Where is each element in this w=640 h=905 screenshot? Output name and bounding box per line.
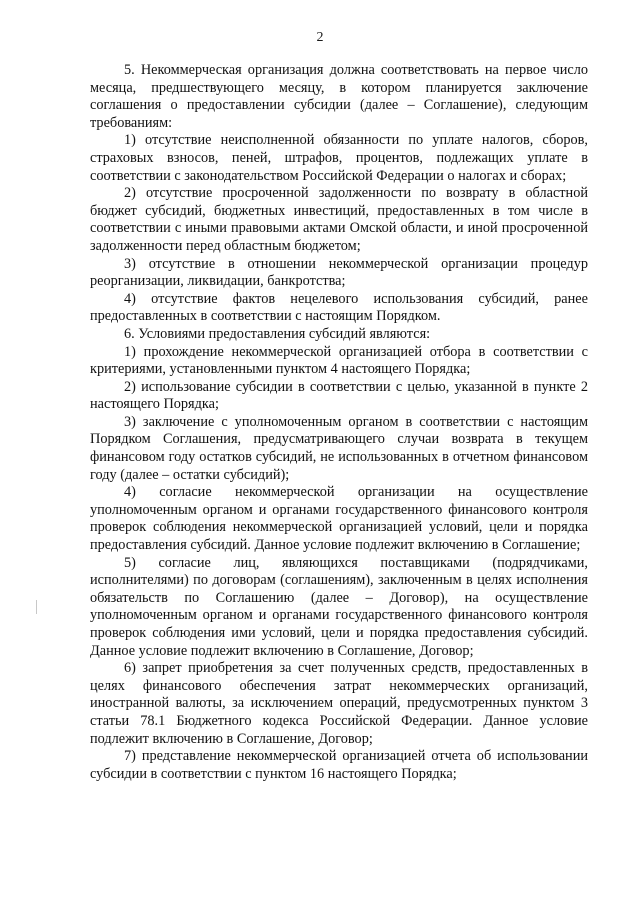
paragraph-6-item-3: 3) заключение с уполномоченным органом в соответствии с настоящим Порядком Соглашения, предусматривающего случаи возврата в текущем финансовом году остатков субсидий, не использованных в отчетном финансовом году (далее – остатки субсидий); <box>90 413 588 483</box>
paragraph-6-item-1: 1) прохождение некоммерческой организацией отбора в соответствии с критериями, установленными пунктом 4 настоящего Порядка; <box>90 343 588 378</box>
paragraph-5-item-4: 4) отсутствие фактов нецелевого использования субсидий, ранее предоставленных в соответствии с настоящим Порядком. <box>90 290 588 325</box>
page-number: 2 <box>316 30 324 45</box>
paragraph-6-item-4: 4) согласие некоммерческой организации на осуществление уполномоченным органом и органами государственного финансового контроля проверок соблюдения некоммерческой организацией условий, цели и порядка предоставления субсидий. Данное условие подлежит включению в Соглашение; <box>90 484 588 554</box>
paragraph-5-item-3: 3) отсутствие в отношении некоммерческой организации процедур реорганизации, ликвидации, банкротства; <box>90 255 588 290</box>
paragraph-6-item-6: 6) запрет приобретения за счет полученных средств, предоставленных в целях финансового обеспечения затрат некоммерческих организаций, иностранной валюты, за исключением операций, предусмотренных пунктом 3 статьи 78.1 Бюджетного кодекса Российской Федерации. Данное условие подлежит включению в Соглашение, Договор; <box>90 660 588 747</box>
paragraph-5-item-1: 1) отсутствие неисполненной обязанности по уплате налогов, сборов, страховых взносов, пеней, штрафов, процентов, подлежащих уплате в соответствии с законодательством Российской Федерации о налогах и сборах; <box>90 132 588 184</box>
paragraph-6-item-7: 7) представление некоммерческой организацией отчета об использовании субсидии в соответствии с пунктом 16 настоящего Порядка; <box>90 748 588 782</box>
paragraph-6-item-2: 2) использование субсидии в соответствии с целью, указанной в пункте 2 настоящего Порядка; <box>90 378 588 413</box>
paragraph-6: 6. Условиями предоставления субсидий являются: <box>124 325 431 342</box>
paragraph-5: 5. Некоммерческая организация должна соответствовать на первое число месяца, предшествующего месяцу, в котором планируется заключение соглашения о предоставлении субсидии (далее – Соглашение), следующим требованиям: <box>90 62 588 131</box>
document-body <box>90 62 588 783</box>
paragraph-5-item-2: 2) отсутствие просроченной задолженности по возврату в областной бюджет субсидий, бюджетных инвестиций, предоставленных в том числе в соответствии с иными правовыми актами Омской области, и иной просроченной задолженности перед областным бюджетом; <box>90 185 588 254</box>
margin-mark <box>36 600 37 614</box>
paragraph-6-item-5: 5) согласие лиц, являющихся поставщиками (подрядчиками, исполнителями) по договорам (соглашениям), заключенным в целях исполнения обязательств по Соглашению (далее – Договор), на осуществление уполномоченным органом и органами государственного финансового контроля проверок соблюдения ими условий, цели и порядка предоставления субсидий. Данное условие подлежит включению в Соглашение, Договор; <box>90 554 588 659</box>
